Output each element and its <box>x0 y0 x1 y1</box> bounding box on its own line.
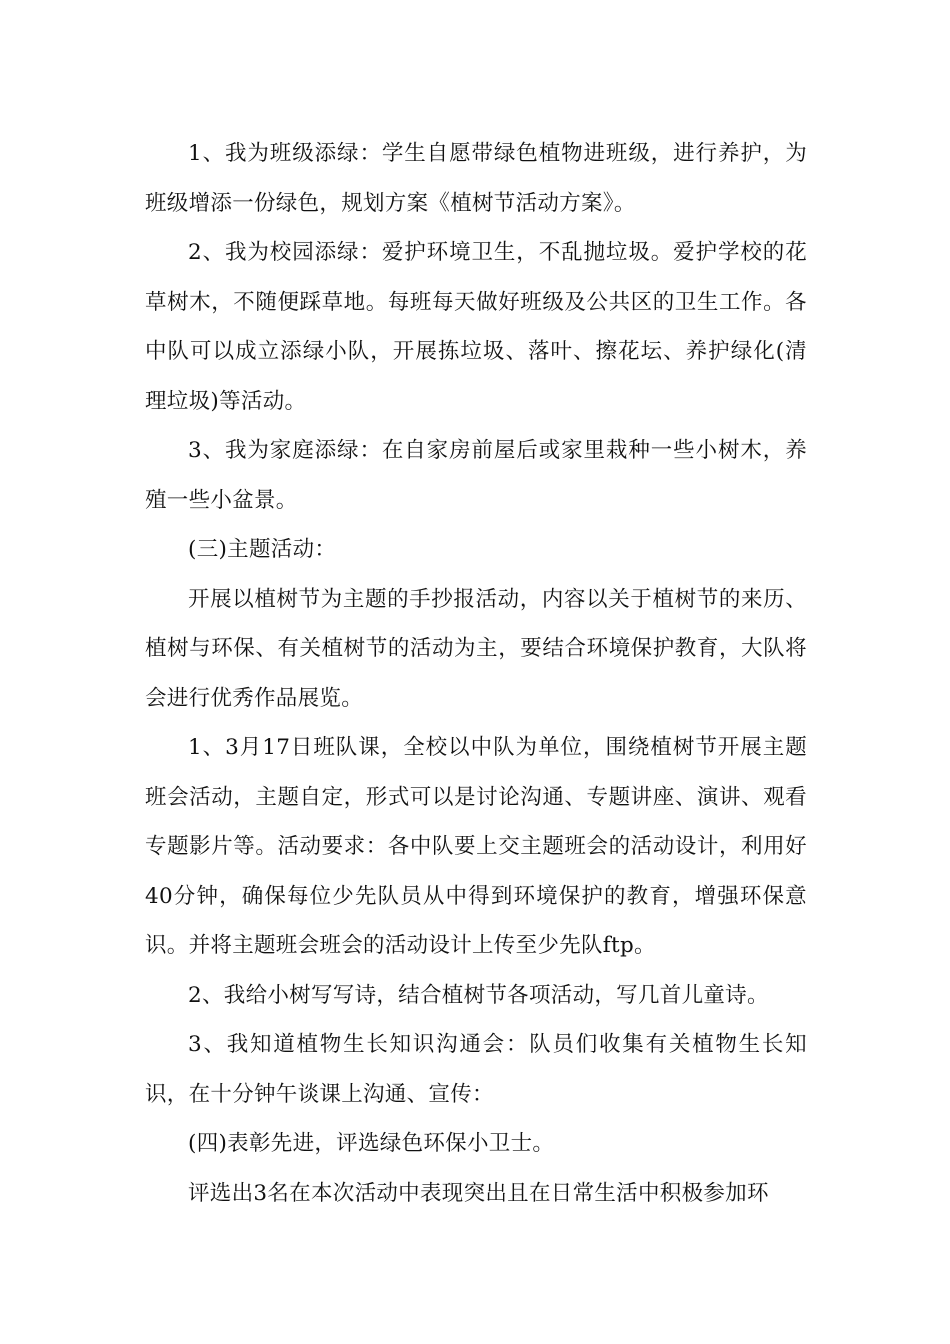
section-heading-theme-activities: (三)主题活动： <box>188 537 337 562</box>
paragraph-home-greening: 3、我为家庭添绿：在自家房前屋后或家里栽种一些小树木，养殖一些小盆景。 <box>145 438 807 513</box>
paragraph-campus-greening: 2、我为校园添绿：爱护环境卫生，不乱抛垃圾。爱护学校的花草树木，不随便踩草地。每班每天做好班级及公共区的卫生工作。各中队可以成立添绿小队，开展拣垃圾、落叶、擦花坛、养护绿化(清理垃圾)等活动。 <box>145 240 807 414</box>
paragraph-plant-knowledge: 3、我知道植物生长知识沟通会：队员们收集有关植物生长知识，在十分钟午谈课上沟通、宣传： <box>145 1032 807 1107</box>
paragraph-class-greening: 1、我为班级添绿：学生自愿带绿色植物进班级，进行养护，为班级增添一份绿色，规划方案《植树节活动方案》。 <box>145 141 807 216</box>
paragraph-poems: 2、我给小树写写诗，结合植树节各项活动，写几首儿童诗。 <box>188 982 769 1008</box>
document-body <box>145 129 807 1218</box>
paragraph-selection: 评选出3名在本次活动中表现突出且在日常生活中积极参加环 <box>188 1180 769 1206</box>
paragraph-class-meeting: 1、3月17日班队课，全校以中队为单位，围绕植树节开展主题班会活动，主题自定，形式可以是讨论沟通、专题讲座、演讲、观看专题影片等。活动要求：各中队要上交主题班会的活动设计，利用好40分钟，确保每位少先队员从中得到环境保护的教育，增强环保意识。并将主题班会班会的活动设计上传至少先队ftp。 <box>145 735 807 958</box>
paragraph-handwritten-newspaper: 开展以植树节为主题的手抄报活动，内容以关于植树节的来历、植树与环保、有关植树节的活动为主，要结合环境保护教育，大队将会进行优秀作品展览。 <box>145 586 807 711</box>
section-heading-commendation: (四)表彰先进，评选绿色环保小卫士。 <box>188 1131 555 1156</box>
